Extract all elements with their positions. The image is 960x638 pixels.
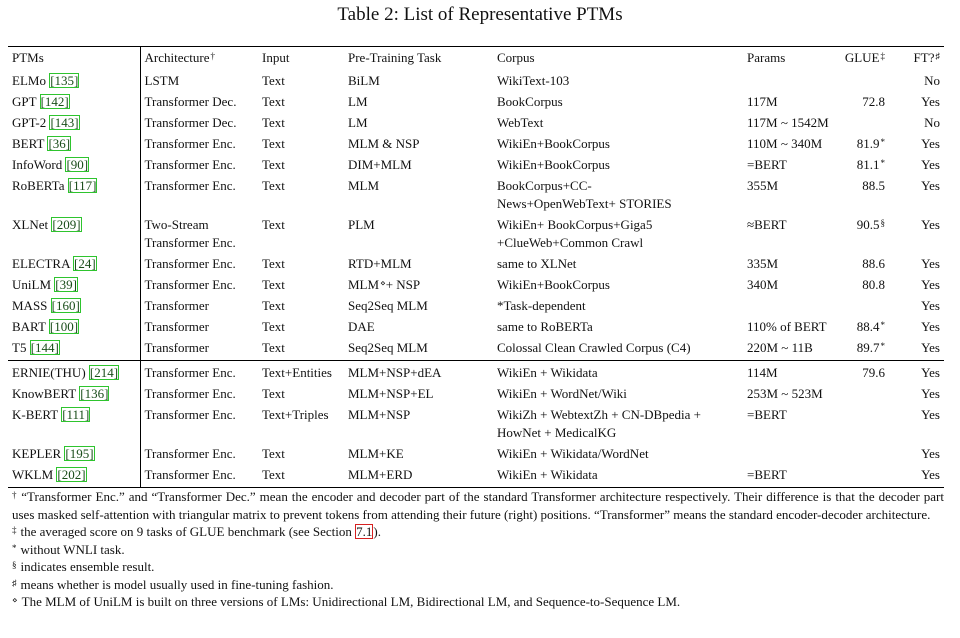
corpus-cell: [493, 296, 743, 317]
corpus-line: WikiEn+BookCorpus: [497, 277, 610, 292]
corpus-line: same to RoBERTa: [497, 319, 593, 334]
corpus-cell: [493, 444, 743, 465]
ft-cell: Yes: [921, 407, 940, 422]
architecture-cell: [140, 215, 258, 254]
corpus-line: WikiEn + WordNet/Wiki: [497, 386, 627, 401]
architecture-line: Two-Stream: [144, 217, 209, 232]
architecture-line: Transformer Enc.: [144, 235, 236, 250]
glue-value: 90.5: [856, 217, 880, 232]
model-name: K-BERT: [12, 407, 58, 422]
header-input: Input: [262, 50, 290, 65]
section-link[interactable]: 7.1: [356, 524, 373, 539]
citation-link[interactable]: [160]: [51, 298, 80, 313]
citation-link[interactable]: [142]: [40, 94, 69, 109]
architecture-cell: [140, 176, 258, 215]
task-text: MLM+NSP+EL: [348, 386, 434, 401]
glue-cell: [837, 176, 889, 215]
glue-cell: [837, 155, 889, 176]
task-text: MLM: [348, 178, 380, 193]
corpus-cell: [493, 254, 743, 275]
task-text: BiLM: [348, 73, 380, 88]
footnote: [12, 593, 944, 611]
task-text: RTD+MLM: [348, 256, 412, 271]
citation-link[interactable]: [144]: [30, 340, 59, 355]
corpus-cell: [493, 384, 743, 405]
footnote-text: The MLM of UniLM is built on three versions of LMs: Unidirectional LM, Bidirectional LM, and Sequence-to-Sequence LM.: [21, 594, 681, 609]
model-cell: [8, 317, 140, 338]
input-cell: Text: [262, 386, 285, 401]
task-cell: [344, 113, 493, 134]
model-cell: [8, 296, 140, 317]
architecture-line: Transformer Dec.: [144, 115, 237, 130]
corpus-line: WikiEn + Wikidata/WordNet: [497, 446, 649, 461]
model-cell: [8, 176, 140, 215]
input-cell: Text: [262, 446, 285, 461]
corpus-cell: [493, 215, 743, 254]
ft-cell: Yes: [921, 157, 940, 172]
task-tail: + NSP: [385, 277, 421, 292]
glue-mark: §: [880, 218, 885, 228]
corpus-line: WikiEn + Wikidata: [497, 467, 598, 482]
corpus-line: WikiText-103: [497, 73, 570, 88]
header-architecture: Architecture†: [144, 50, 215, 65]
citation-link[interactable]: [135]: [50, 73, 79, 88]
glue-value: 88.5: [862, 178, 885, 193]
table-footnotes: [12, 488, 944, 611]
task-cell: [344, 134, 493, 155]
glue-cell: [837, 317, 889, 338]
task-text: LM: [348, 94, 368, 109]
footnote-mark: ⋄: [12, 595, 18, 605]
task-cell: [344, 296, 493, 317]
footnote-mark: ♯: [12, 577, 17, 588]
ft-cell: No: [924, 115, 940, 130]
task-cell: [344, 361, 493, 384]
citation-link[interactable]: [143]: [50, 115, 79, 130]
architecture-cell: [140, 254, 258, 275]
glue-cell: [837, 405, 889, 444]
params-cell: [743, 296, 837, 317]
architecture-cell: [140, 296, 258, 317]
architecture-cell: [140, 338, 258, 361]
table-row: [8, 338, 944, 361]
corpus-line: same to XLNet: [497, 256, 577, 271]
task-text: MLM+KE: [348, 446, 404, 461]
footnote-text: means whether is model usually used in fine-tuning fashion.: [20, 576, 334, 592]
table-row: [8, 361, 944, 384]
table-row: [8, 155, 944, 176]
table-row: [8, 113, 944, 134]
citation-link[interactable]: [36]: [48, 136, 71, 151]
input-cell: Text: [262, 298, 285, 313]
citation-link[interactable]: [90]: [66, 157, 89, 172]
params-cell: [743, 444, 837, 465]
citation-link[interactable]: [136]: [80, 386, 109, 401]
glue-value: 79.6: [862, 365, 885, 380]
ft-cell: Yes: [921, 319, 940, 334]
input-cell: Text: [262, 178, 285, 193]
architecture-cell: [140, 317, 258, 338]
architecture-cell: [140, 361, 258, 384]
architecture-line: Transformer Enc.: [144, 136, 236, 151]
table-row: [8, 384, 944, 405]
glue-cell: [837, 254, 889, 275]
ft-cell: Yes: [921, 94, 940, 109]
glue-cell: [837, 92, 889, 113]
table-row: [8, 296, 944, 317]
corpus-line: HowNet + MedicalKG: [497, 425, 617, 440]
corpus-cell: [493, 338, 743, 361]
header-task: Pre-Training Task: [348, 50, 442, 65]
table-row: [8, 275, 944, 296]
params-cell: 340M: [747, 277, 779, 292]
corpus-line: BookCorpus+CC-: [497, 178, 592, 193]
task-text: DIM+MLM: [348, 157, 412, 172]
header-ft: FT?♯: [913, 50, 940, 65]
citation-link[interactable]: [100]: [49, 319, 79, 334]
architecture-line: Transformer Enc.: [144, 467, 236, 482]
task-cell: [344, 254, 493, 275]
footnote-text: “Transformer Enc.” and “Transformer Dec.” mean the encoder and decoder part of the standard Transformer architecture respectively. Their difference is that the decoder part uses masked self-attention with triangular matrix to prevent tokens from attending their future (right) positions. “Transformer” means the standard encoder-decoder architecture.: [12, 489, 944, 522]
architecture-line: Transformer: [144, 319, 210, 334]
table-row: [8, 92, 944, 113]
corpus-cell: [493, 113, 743, 134]
ft-cell: Yes: [889, 361, 944, 384]
table-row: [8, 465, 944, 488]
glue-value: 81.1: [856, 157, 880, 172]
input-cell: Text: [262, 115, 285, 130]
task-cell: [344, 465, 493, 488]
corpus-cell: [493, 275, 743, 296]
table-row: [8, 405, 944, 444]
table-row: [8, 176, 944, 215]
footnote: [12, 488, 944, 523]
glue-value: 89.7: [856, 340, 880, 355]
task-text: LM: [348, 115, 368, 130]
architecture-cell: [140, 444, 258, 465]
task-mark: ⋄: [380, 278, 386, 288]
task-text: Seq2Seq MLM: [348, 298, 428, 313]
model-name: ELECTRA: [12, 256, 70, 271]
corpus-cell: [493, 405, 743, 444]
architecture-line: Transformer: [144, 340, 210, 355]
ft-cell: Yes: [921, 340, 940, 355]
ft-cell: Yes: [921, 298, 940, 313]
citation-link[interactable]: [209]: [52, 217, 81, 232]
model-cell: [8, 134, 140, 155]
model-name: MASS: [12, 298, 48, 313]
task-text: DAE: [348, 319, 375, 334]
model-name: ERNIE(THU): [12, 365, 86, 380]
glue-value: 88.4: [856, 319, 880, 334]
task-cell: [344, 92, 493, 113]
architecture-cell: [140, 155, 258, 176]
params-cell: 220M ~ 11B: [747, 340, 813, 355]
glue-value: 80.8: [862, 277, 885, 292]
table-body: [8, 69, 944, 487]
ptm-table: [8, 47, 944, 487]
task-cell: [344, 176, 493, 215]
ft-cell: Yes: [921, 256, 940, 271]
corpus-cell: [493, 155, 743, 176]
footnote-mark: †: [12, 490, 18, 500]
architecture-cell: [140, 134, 258, 155]
glue-mark: *: [880, 341, 885, 351]
glue-cell: [837, 113, 889, 134]
header-row: [8, 47, 944, 69]
architecture-line: Transformer Enc.: [144, 407, 236, 422]
corpus-line: BookCorpus: [497, 94, 563, 109]
model-cell: [8, 384, 140, 405]
input-cell: Text+Entities: [258, 361, 344, 384]
corpus-line: News+OpenWebText+ STORIES: [497, 196, 672, 211]
model-name: GPT: [12, 94, 37, 109]
footnote: [12, 541, 944, 559]
task-text: MLM & NSP: [348, 136, 420, 151]
model-name: GPT-2: [12, 115, 47, 130]
model-name: ELMo: [12, 73, 46, 88]
input-cell: Text: [262, 277, 285, 292]
citation-link[interactable]: [111]: [62, 407, 90, 422]
ft-cell: Yes: [921, 467, 940, 482]
glue-cell: [837, 465, 889, 488]
architecture-cell: [140, 405, 258, 444]
table-row: [8, 215, 944, 254]
footnote-text: indicates ensemble result.: [20, 559, 155, 574]
model-name: UniLM: [12, 277, 51, 292]
architecture-cell: [140, 69, 258, 92]
task-text: MLM: [348, 277, 380, 292]
params-cell: 114M: [743, 361, 837, 384]
model-cell: [8, 254, 140, 275]
footnote-text: without WNLI task.: [20, 541, 125, 557]
task-cell: [344, 317, 493, 338]
params-cell: =BERT: [747, 407, 787, 422]
architecture-cell: [140, 113, 258, 134]
model-name: RoBERTa: [12, 178, 65, 193]
task-cell: [344, 275, 493, 296]
task-text: PLM: [348, 217, 375, 232]
citation-link[interactable]: [195]: [65, 446, 94, 461]
params-cell: 110% of BERT: [747, 319, 827, 334]
corpus-line: WikiEn+BookCorpus: [497, 157, 610, 172]
corpus-line: WikiEn+ BookCorpus+Giga5: [497, 217, 653, 232]
architecture-cell: [140, 465, 258, 488]
model-name: T5: [12, 340, 27, 355]
footnote: [12, 558, 944, 576]
glue-cell: [837, 444, 889, 465]
architecture-line: Transformer Enc.: [144, 386, 236, 401]
params-cell: 110M ~ 340M: [747, 136, 823, 151]
corpus-cell: [493, 92, 743, 113]
footnote-mark: ‡: [12, 525, 17, 535]
model-cell: [8, 215, 140, 254]
task-text: Seq2Seq MLM: [348, 340, 428, 355]
corpus-cell: [493, 176, 743, 215]
task-cell: [344, 215, 493, 254]
params-cell: =BERT: [747, 467, 787, 482]
glue-cell: [837, 338, 889, 361]
model-cell: [8, 405, 140, 444]
model-cell: [8, 338, 140, 361]
task-text: MLM+NSP+dEA: [348, 365, 442, 380]
table-caption: Table 2: List of Representative PTMs: [337, 4, 623, 25]
corpus-line: +ClueWeb+Common Crawl: [497, 235, 644, 250]
glue-mark: *: [880, 158, 885, 168]
ft-cell: Yes: [921, 446, 940, 461]
model-name: WKLM: [12, 467, 54, 482]
citation-link[interactable]: [39]: [55, 277, 77, 292]
glue-cell: [837, 69, 889, 92]
params-cell: 117M: [747, 94, 778, 109]
ft-cell: Yes: [921, 386, 940, 401]
model-cell: [8, 465, 140, 488]
citation-link[interactable]: [214]: [89, 365, 119, 380]
glue-mark: *: [880, 137, 885, 147]
glue-value: 81.9: [856, 136, 880, 151]
corpus-line: Colossal Clean Crawled Corpus (C4): [497, 340, 691, 355]
task-cell: [344, 384, 493, 405]
glue-cell: [837, 361, 889, 384]
model-cell: [8, 444, 140, 465]
input-cell: Text+Triples: [262, 407, 329, 422]
corpus-cell: [493, 69, 743, 92]
table-row: [8, 254, 944, 275]
model-cell: [8, 69, 140, 92]
architecture-cell: [140, 384, 258, 405]
ft-cell: No: [924, 73, 940, 88]
corpus-line: WikiEn + Wikidata: [497, 365, 598, 380]
params-cell: 335M: [747, 256, 779, 271]
header-corpus: Corpus: [497, 50, 535, 65]
glue-cell: [837, 384, 889, 405]
architecture-line: Transformer Enc.: [144, 446, 236, 461]
input-cell: Text: [262, 73, 285, 88]
task-cell: [344, 155, 493, 176]
footnote-text: the averaged score on 9 tasks of GLUE benchmark (see Section: [20, 524, 356, 539]
task-text: MLM+ERD: [348, 467, 413, 482]
input-cell: Text: [262, 467, 285, 482]
architecture-line: LSTM: [144, 73, 180, 88]
params-cell: ≈BERT: [747, 217, 787, 232]
corpus-cell: [493, 465, 743, 488]
model-cell: [8, 361, 140, 384]
architecture-line: Transformer: [144, 298, 210, 313]
architecture-cell: [140, 92, 258, 113]
model-name: BERT: [12, 136, 45, 151]
task-text: MLM+NSP: [348, 407, 411, 422]
glue-cell: [837, 215, 889, 254]
model-cell: [8, 155, 140, 176]
input-cell: Text: [262, 94, 285, 109]
model-name: KnowBERT: [12, 386, 76, 401]
model-name: KEPLER: [12, 446, 62, 461]
glue-cell: [837, 296, 889, 317]
header-model: PTMs: [8, 47, 140, 69]
footnote-tail: ).: [373, 524, 381, 539]
table-row: [8, 444, 944, 465]
architecture-line: Transformer Dec.: [144, 94, 237, 109]
model-name: BART: [12, 319, 46, 334]
ft-cell: Yes: [921, 178, 940, 193]
architecture-line: Transformer Enc.: [144, 178, 236, 193]
ft-cell: Yes: [921, 277, 940, 292]
glue-mark: *: [880, 320, 885, 330]
model-cell: [8, 113, 140, 134]
corpus-line: WebText: [497, 115, 544, 130]
footnote: [12, 523, 944, 541]
ft-cell: Yes: [921, 136, 940, 151]
table-row: [8, 134, 944, 155]
ft-cell: Yes: [921, 217, 940, 232]
footnote: [12, 576, 944, 594]
architecture-line: Transformer Enc.: [144, 277, 236, 292]
params-cell: 117M ~ 1542M: [747, 115, 829, 130]
model-name: XLNet: [12, 217, 49, 232]
header-glue: GLUE‡: [844, 50, 885, 65]
task-cell: [344, 405, 493, 444]
architecture-line: Transformer Enc.: [144, 157, 236, 172]
architecture-cell: [140, 275, 258, 296]
citation-link[interactable]: [24]: [74, 256, 96, 271]
header-params: Params: [747, 50, 786, 65]
glue-cell: [837, 275, 889, 296]
input-cell: Text: [262, 319, 285, 334]
corpus-line: WikiZh + WebtextZh + CN-DBpedia +: [497, 407, 701, 422]
task-cell: [344, 69, 493, 92]
citation-link[interactable]: [117]: [68, 178, 97, 193]
input-cell: Text: [262, 157, 285, 172]
input-cell: Text: [262, 136, 285, 151]
footnote-mark: *: [12, 542, 17, 553]
task-cell: [344, 444, 493, 465]
params-cell: 253M ~ 523M: [747, 386, 823, 401]
corpus-line: *Task-dependent: [497, 298, 586, 313]
corpus-cell: [493, 361, 743, 384]
model-cell: [8, 92, 140, 113]
table-row: [8, 317, 944, 338]
corpus-cell: [493, 134, 743, 155]
corpus-line: WikiEn+BookCorpus: [497, 136, 610, 151]
glue-value: 88.6: [862, 256, 885, 271]
architecture-line: Transformer Enc.: [144, 256, 236, 271]
glue-cell: [837, 134, 889, 155]
footnote-mark: §: [12, 560, 17, 570]
table-row: [8, 69, 944, 92]
corpus-cell: [493, 317, 743, 338]
glue-value: 72.8: [862, 94, 885, 109]
params-cell: [743, 69, 837, 92]
task-cell: [344, 338, 493, 361]
citation-link[interactable]: [202]: [57, 467, 86, 482]
params-cell: =BERT: [747, 157, 787, 172]
input-cell: Text: [262, 256, 285, 271]
input-cell: Text: [262, 217, 285, 232]
input-cell: Text: [262, 340, 285, 355]
ptm-table-container: [8, 46, 944, 488]
model-name: InfoWord: [12, 157, 63, 172]
architecture-line: Transformer Enc.: [144, 365, 236, 380]
params-cell: 355M: [747, 178, 779, 193]
model-cell: [8, 275, 140, 296]
